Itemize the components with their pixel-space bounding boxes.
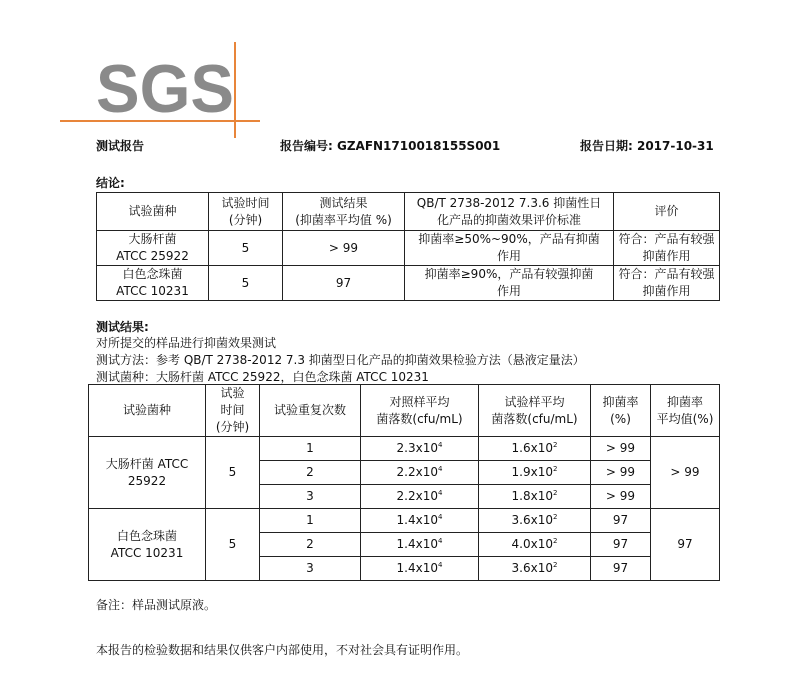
test-strains: 测试菌种：大肠杆菌 ATCC 25922，白色念珠菌 ATCC 10231 [96,370,429,384]
evaluation-cell: 符合：产品有较强 抑菌作用 [614,231,720,266]
test-cell: $4.0x10^2$ [479,533,591,557]
col-evaluation: 评价 [614,193,720,231]
table-row [97,266,720,301]
strain-cell: 白色念珠菌 ATCC 10231 [97,266,209,301]
col-rate: 抑菌率 (%) [591,385,651,437]
average-cell: > 99 [651,437,720,509]
rate-cell: 97 [591,509,651,533]
results-description: 对所提交的样品进行抑菌效果测试 [96,336,277,350]
strain-cell: 大肠杆菌 ATCC 25922 [89,437,206,509]
sgs-logo [60,42,260,138]
control-cell: $1.4x10^4$ [361,557,479,581]
strain-cell: 白色念珠菌 ATCC 10231 [89,509,206,581]
report-title: 测试报告 [96,139,145,153]
result-cell: 97 [283,266,405,301]
control-cell: $1.4x10^4$ [361,509,479,533]
test-cell: $3.6x10^2$ [479,557,591,581]
rate-cell: > 99 [591,437,651,461]
repeat-cell: 2 [260,533,361,557]
strain-cell: 大肠杆菌 ATCC 25922 [97,231,209,266]
report-number: 报告编号: GZAFN1710018155S001 [280,139,501,153]
results-header-row [89,385,720,437]
conclusion-heading: 结论: [96,176,125,190]
footer-disclaimer: 本报告的检验数据和结果仅供客户内部使用，不对社会具有证明作用。 [96,643,469,657]
table-row [97,231,720,266]
sgs-logo-text: SGS [96,51,234,127]
test-cell: $1.8x10^2$ [479,485,591,509]
rate-cell: 97 [591,557,651,581]
col-time: 试验时间 (分钟) [209,193,283,231]
conclusion-table [96,192,720,301]
time-cell: 5 [206,437,260,509]
results-heading: 测试结果: [96,320,149,334]
col-control: 对照样平均 菌落数(cfu/mL) [361,385,479,437]
standard-cell: 抑菌率≥90%，产品有较强抑菌 作用 [405,266,614,301]
test-cell: $1.6x10^2$ [479,437,591,461]
rate-cell: > 99 [591,485,651,509]
col-strain: 试验菌种 [97,193,209,231]
repeat-cell: 2 [260,461,361,485]
table-row [89,509,720,533]
repeat-cell: 1 [260,437,361,461]
rate-cell: 97 [591,533,651,557]
results-table [88,384,720,581]
test-cell: $1.9x10^2$ [479,461,591,485]
time-cell: 5 [206,509,260,581]
rate-cell: > 99 [591,461,651,485]
test-method: 测试方法：参考 QB/T 2738-2012 7.3 抑菌型日化产品的抑菌效果检验方法（悬液定量法） [96,353,585,367]
table-row [89,437,720,461]
col-result: 测试结果 (抑菌率平均值 %) [283,193,405,231]
repeat-cell: 3 [260,557,361,581]
col-time: 试验 时间 (分钟) [206,385,260,437]
report-date: 报告日期: 2017-10-31 [580,139,714,153]
col-standard: QB/T 2738-2012 7.3.6 抑菌性日 化产品的抑菌效果评价标准 [405,193,614,231]
col-test: 试验样平均 菌落数(cfu/mL) [479,385,591,437]
control-cell: $2.2x10^4$ [361,485,479,509]
time-cell: 5 [209,231,283,266]
standard-cell: 抑菌率≥50%~90%，产品有抑菌 作用 [405,231,614,266]
col-repeat: 试验重复次数 [260,385,361,437]
col-strain: 试验菌种 [89,385,206,437]
control-cell: $2.3x10^4$ [361,437,479,461]
repeat-cell: 3 [260,485,361,509]
repeat-cell: 1 [260,509,361,533]
evaluation-cell: 符合：产品有较强 抑菌作用 [614,266,720,301]
result-cell: > 99 [283,231,405,266]
control-cell: $2.2x10^4$ [361,461,479,485]
conclusion-header-row [97,193,720,231]
col-average: 抑菌率 平均值(%) [651,385,720,437]
control-cell: $1.4x10^4$ [361,533,479,557]
test-cell: $3.6x10^2$ [479,509,591,533]
time-cell: 5 [209,266,283,301]
average-cell: 97 [651,509,720,581]
remark: 备注：样品测试原液。 [96,598,217,612]
